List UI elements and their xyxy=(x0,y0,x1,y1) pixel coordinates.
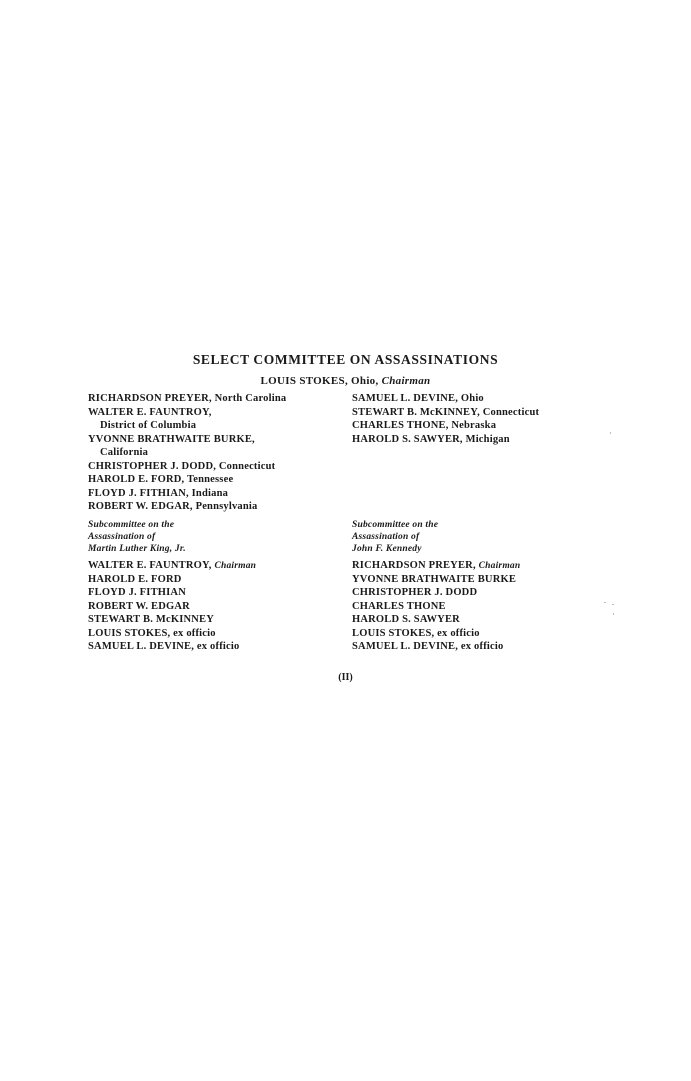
subcommittee-kennedy xyxy=(352,519,520,654)
subcommittee-member: SAMUEL L. DEVINE, ex officio xyxy=(352,641,504,652)
chairman-role: Chairman xyxy=(381,375,431,387)
member-name: HAROLD S. SAWYER, Michigan xyxy=(352,433,510,445)
committee-chairman xyxy=(0,375,691,387)
subcommittee-member: ROBERT W. EDGAR xyxy=(88,600,190,612)
page-number: (II) xyxy=(338,672,353,683)
scan-speck xyxy=(604,602,606,603)
member-name: SAMUEL L. DEVINE, Ohio xyxy=(352,393,484,404)
subcommittee-heading: Assassination of xyxy=(88,532,156,542)
member-name: FLOYD J. FITHIAN, Indiana xyxy=(88,487,229,499)
subcommittee-heading: Subcommittee on the xyxy=(88,520,175,530)
subcommittee-chairman xyxy=(88,559,256,573)
page-title: SELECT COMMITTEE ON ASSASSINATIONS xyxy=(192,352,499,367)
members-right-column xyxy=(352,392,539,446)
member-name: HAROLD E. FORD, Tennessee xyxy=(88,474,234,485)
subcommittee-member: FLOYD J. FITHIAN xyxy=(88,587,186,598)
subcommittee-chairman xyxy=(352,559,520,573)
subcommittee-member: LOUIS STOKES, ex officio xyxy=(352,627,480,639)
member-name: CHRISTOPHER J. DODD, Connecticut xyxy=(88,460,276,472)
subcommittee-member: STEWART B. McKINNEY xyxy=(88,614,215,625)
member-name: CHARLES THONE, Nebraska xyxy=(352,420,497,431)
subcommittee-member: SAMUEL L. DEVINE, ex officio xyxy=(88,641,240,652)
subcommittee-king xyxy=(88,519,256,654)
scan-speck xyxy=(613,613,614,615)
subcommittee-member: HAROLD S. SAWYER xyxy=(352,614,460,625)
subcommittee-heading: Subcommittee on the xyxy=(352,520,439,530)
member-name: ROBERT W. EDGAR, Pennsylvania xyxy=(88,501,258,512)
member-state: District of Columbia xyxy=(100,420,197,431)
subcommittee-member: LOUIS STOKES, ex officio xyxy=(88,627,216,639)
subcommittee-member: CHARLES THONE xyxy=(352,600,446,612)
members-left-column xyxy=(88,392,286,514)
subcommittee-heading: John F. Kennedy xyxy=(352,544,422,554)
subcommittee-chairman-name: WALTER E. FAUNTROY, xyxy=(88,560,212,571)
subcommittee-heading: Assassination of xyxy=(352,532,420,542)
subcommittee-member: HAROLD E. FORD xyxy=(88,573,182,585)
member-name: RICHARDSON PREYER, North Carolina xyxy=(88,393,287,404)
subcommittee-chairman-label: Chairman xyxy=(214,561,257,571)
subcommittee-member: CHRISTOPHER J. DODD xyxy=(352,587,478,598)
member-name: STEWART B. McKINNEY, Connecticut xyxy=(352,406,540,418)
subcommittee-member: YVONNE BRATHWAITE BURKE xyxy=(352,573,517,585)
chairman-name: LOUIS STOKES, Ohio, xyxy=(260,375,379,387)
member-state: California xyxy=(100,447,149,458)
scan-speck xyxy=(612,604,614,605)
subcommittee-heading: Martin Luther King, Jr. xyxy=(88,544,186,554)
scan-speck xyxy=(610,432,611,434)
subcommittee-chairman-label: Chairman xyxy=(478,561,521,571)
member-name: WALTER E. FAUNTROY, xyxy=(88,406,212,418)
subcommittee-chairman-name: RICHARDSON PREYER, xyxy=(352,560,476,571)
member-name: YVONNE BRATHWAITE BURKE, xyxy=(88,433,255,445)
